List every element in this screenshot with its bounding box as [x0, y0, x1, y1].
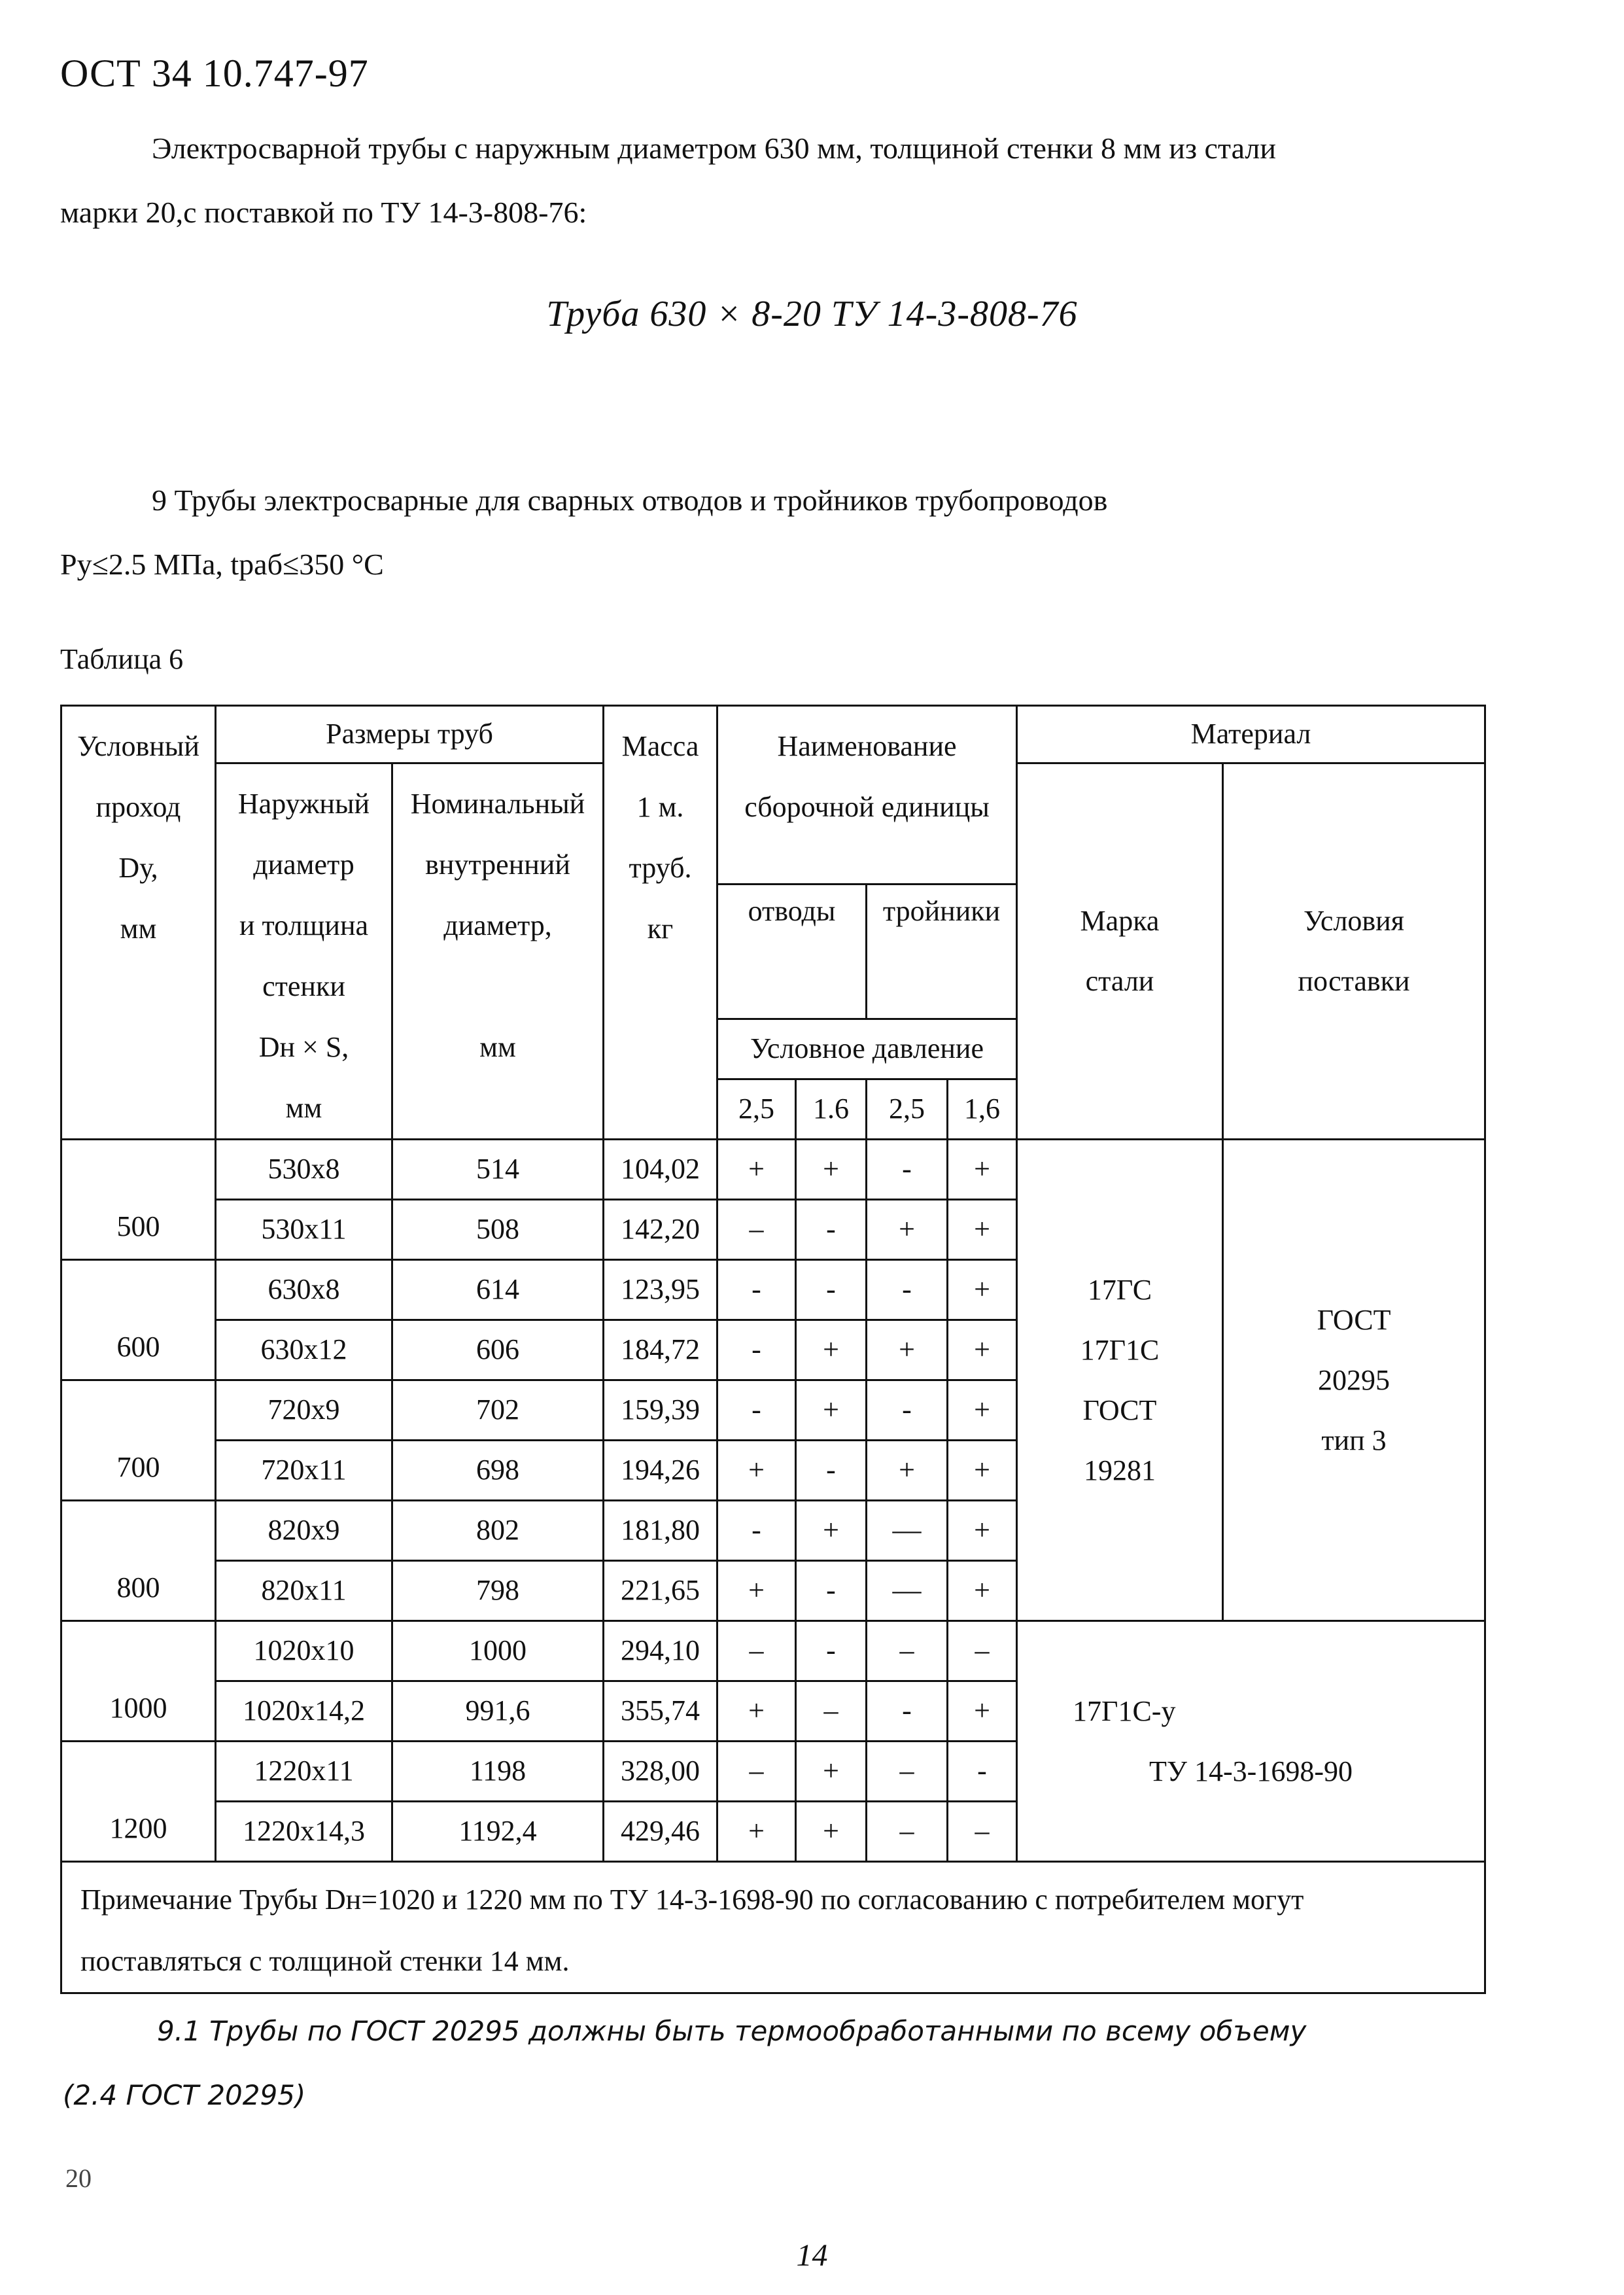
cell-mass: 123,95	[604, 1260, 717, 1320]
cell-mark: -	[717, 1380, 796, 1441]
cell-nominal-bore: 600	[61, 1260, 216, 1380]
cell-mass: 181,80	[604, 1501, 717, 1561]
cell-mark: -	[796, 1200, 867, 1260]
cell-mark: +	[796, 1802, 867, 1862]
cell-mass: 221,65	[604, 1561, 717, 1621]
header-pressure-bends-1-6: 1.6	[796, 1079, 867, 1140]
cell-outer-size: 820x11	[216, 1561, 392, 1621]
header-nominal-bore: Условный проход Dу, мм	[61, 706, 216, 1140]
cell-mark: –	[717, 1742, 796, 1802]
cell-mark: –	[948, 1802, 1017, 1862]
cell-supply-terms-group-a: ГОСТ 20295 тип 3	[1223, 1140, 1485, 1621]
cell-mark: -	[796, 1621, 867, 1681]
table-row	[61, 1140, 1485, 1200]
cell-outer-size: 1020x14,2	[216, 1681, 392, 1742]
cell-mass: 429,46	[604, 1802, 717, 1862]
cell-mark: +	[717, 1441, 796, 1501]
cell-outer-size: 820x9	[216, 1501, 392, 1561]
pipe-designation-example: Труба 630 × 8-20 ТУ 14-3-808-76	[546, 294, 1078, 334]
table-caption: Таблица 6	[60, 643, 184, 675]
header-steel-grade: Марка стали	[1017, 763, 1223, 1140]
cell-mass: 294,10	[604, 1621, 717, 1681]
cell-mass: 328,00	[604, 1742, 717, 1802]
table-6	[60, 705, 1484, 1977]
cell-mark: +	[717, 1681, 796, 1742]
cell-outer-size: 720x9	[216, 1380, 392, 1441]
cell-mark: –	[717, 1200, 796, 1260]
cell-inner-diameter: 1198	[392, 1742, 604, 1802]
cell-mark: -	[796, 1441, 867, 1501]
header-bends: отводы	[717, 885, 867, 1019]
cell-outer-size: 720x11	[216, 1441, 392, 1501]
cell-outer-size: 1020x10	[216, 1621, 392, 1681]
cell-mark: -	[717, 1501, 796, 1561]
cell-mark: -	[796, 1260, 867, 1320]
cell-mark: +	[867, 1441, 948, 1501]
cell-outer-size: 630x12	[216, 1320, 392, 1380]
cell-mark: +	[867, 1200, 948, 1260]
cell-mark: -	[867, 1681, 948, 1742]
section-9-heading-line-1: 9 Трубы электросварные для сварных отводов и тройников трубопроводов	[152, 483, 1108, 517]
cell-mark: -	[867, 1260, 948, 1320]
cell-mass: 194,26	[604, 1441, 717, 1501]
cell-outer-size: 530x8	[216, 1140, 392, 1200]
cell-mass: 142,20	[604, 1200, 717, 1260]
pipe-table	[60, 705, 1486, 1994]
cell-inner-diameter: 798	[392, 1561, 604, 1621]
cell-mark: -	[867, 1380, 948, 1441]
cell-outer-size: 1220x11	[216, 1742, 392, 1802]
cell-mark: -	[948, 1742, 1017, 1802]
header-nominal-pressure: Условное давление	[717, 1019, 1017, 1079]
cell-inner-diameter: 698	[392, 1441, 604, 1501]
cell-mark: +	[796, 1140, 867, 1200]
cell-mass: 159,39	[604, 1380, 717, 1441]
cell-outer-size: 1220x14,3	[216, 1802, 392, 1862]
intro-paragraph-line-1: Электросварной трубы с наружным диаметром 630 мм, толщиной стенки 8 мм из стали	[152, 131, 1276, 165]
cell-mark: +	[717, 1561, 796, 1621]
cell-inner-diameter: 606	[392, 1320, 604, 1380]
cell-mark: +	[948, 1260, 1017, 1320]
cell-mark: +	[796, 1320, 867, 1380]
cell-mark: +	[796, 1742, 867, 1802]
header-tees: тройники	[867, 885, 1017, 1019]
cell-mark: —	[867, 1501, 948, 1561]
cell-mark: -	[717, 1320, 796, 1380]
header-supply-terms: Условия поставки	[1223, 763, 1485, 1140]
cell-mark: +	[948, 1140, 1017, 1200]
cell-mark: +	[717, 1140, 796, 1200]
header-pressure-tees-1-6: 1,6	[948, 1079, 1017, 1140]
cell-mark: +	[948, 1501, 1017, 1561]
cell-nominal-bore: 700	[61, 1380, 216, 1501]
cell-mark: +	[717, 1802, 796, 1862]
cell-inner-diameter: 1000	[392, 1621, 604, 1681]
cell-mark: –	[717, 1621, 796, 1681]
header-mass: Масса 1 м. труб. кг	[604, 706, 717, 1140]
cell-mark: –	[867, 1621, 948, 1681]
header-pressure-tees-2-5: 2,5	[867, 1079, 948, 1140]
table-row	[61, 1621, 1485, 1681]
cell-steel-grade-group-a: 17ГС 17Г1С ГОСТ 19281	[1017, 1140, 1223, 1621]
table-note: Примечание Трубы Dн=1020 и 1220 мм по ТУ 14-3-1698-90 по согласованию с потребителем могут поставляться с толщиной стенки 14 мм.	[61, 1862, 1485, 1993]
cell-mark: +	[948, 1380, 1017, 1441]
cell-material-group-b: 17Г1С-у ТУ 14-3-1698-90	[1017, 1621, 1485, 1862]
cell-mass: 355,74	[604, 1681, 717, 1742]
cell-nominal-bore: 1000	[61, 1621, 216, 1742]
clause-9-1-line-1: 9.1 Трубы по ГОСТ 20295 должны быть термообработанными по всему объему	[157, 2015, 1307, 2047]
cell-mark: +	[867, 1320, 948, 1380]
header-assembly-unit: Наименование сборочной единицы	[717, 706, 1017, 885]
cell-inner-diameter: 991,6	[392, 1681, 604, 1742]
cell-mass: 104,02	[604, 1140, 717, 1200]
cell-nominal-bore: 500	[61, 1140, 216, 1260]
header-pipe-sizes: Размеры труб	[216, 706, 604, 763]
cell-mark: +	[796, 1380, 867, 1441]
cell-mark: -	[717, 1260, 796, 1320]
cell-outer-size: 530x11	[216, 1200, 392, 1260]
header-outer-diameter: Наружный диаметр и толщина стенки Dн × S, мм	[216, 763, 392, 1140]
cell-mark: –	[867, 1742, 948, 1802]
cell-mark: +	[948, 1561, 1017, 1621]
header-material: Материал	[1017, 706, 1485, 763]
cell-mark: +	[796, 1501, 867, 1561]
header-inner-diameter: Номинальный внутренний диаметр, мм	[392, 763, 604, 1140]
clause-9-1-line-2: (2.4 ГОСТ 20295)	[63, 2079, 306, 2111]
cell-mark: —	[867, 1561, 948, 1621]
cell-mark: +	[948, 1320, 1017, 1380]
cell-mass: 184,72	[604, 1320, 717, 1380]
document-code: ОСТ 34 10.747-97	[60, 52, 369, 95]
cell-mark: –	[796, 1681, 867, 1742]
header-pressure-bends-2-5: 2,5	[717, 1079, 796, 1140]
cell-inner-diameter: 702	[392, 1380, 604, 1441]
cell-nominal-bore: 1200	[61, 1742, 216, 1862]
section-9-heading-line-2: Pу≤2.5 МПа, tраб≤350 °C	[60, 548, 384, 581]
cell-mark: +	[948, 1200, 1017, 1260]
cell-mark: -	[796, 1561, 867, 1621]
cell-inner-diameter: 508	[392, 1200, 604, 1260]
cell-mark: +	[948, 1681, 1017, 1742]
cell-mark: –	[948, 1621, 1017, 1681]
cell-mark: -	[867, 1140, 948, 1200]
intro-paragraph-line-2: марки 20,с поставкой по ТУ 14-3-808-76:	[60, 196, 587, 229]
margin-mark: 20	[65, 2164, 92, 2193]
cell-nominal-bore: 800	[61, 1501, 216, 1621]
cell-mark: –	[867, 1802, 948, 1862]
cell-outer-size: 630x8	[216, 1260, 392, 1320]
page-number: 14	[796, 2238, 828, 2273]
cell-mark: +	[948, 1441, 1017, 1501]
cell-inner-diameter: 514	[392, 1140, 604, 1200]
cell-inner-diameter: 802	[392, 1501, 604, 1561]
cell-inner-diameter: 1192,4	[392, 1802, 604, 1862]
cell-inner-diameter: 614	[392, 1260, 604, 1320]
